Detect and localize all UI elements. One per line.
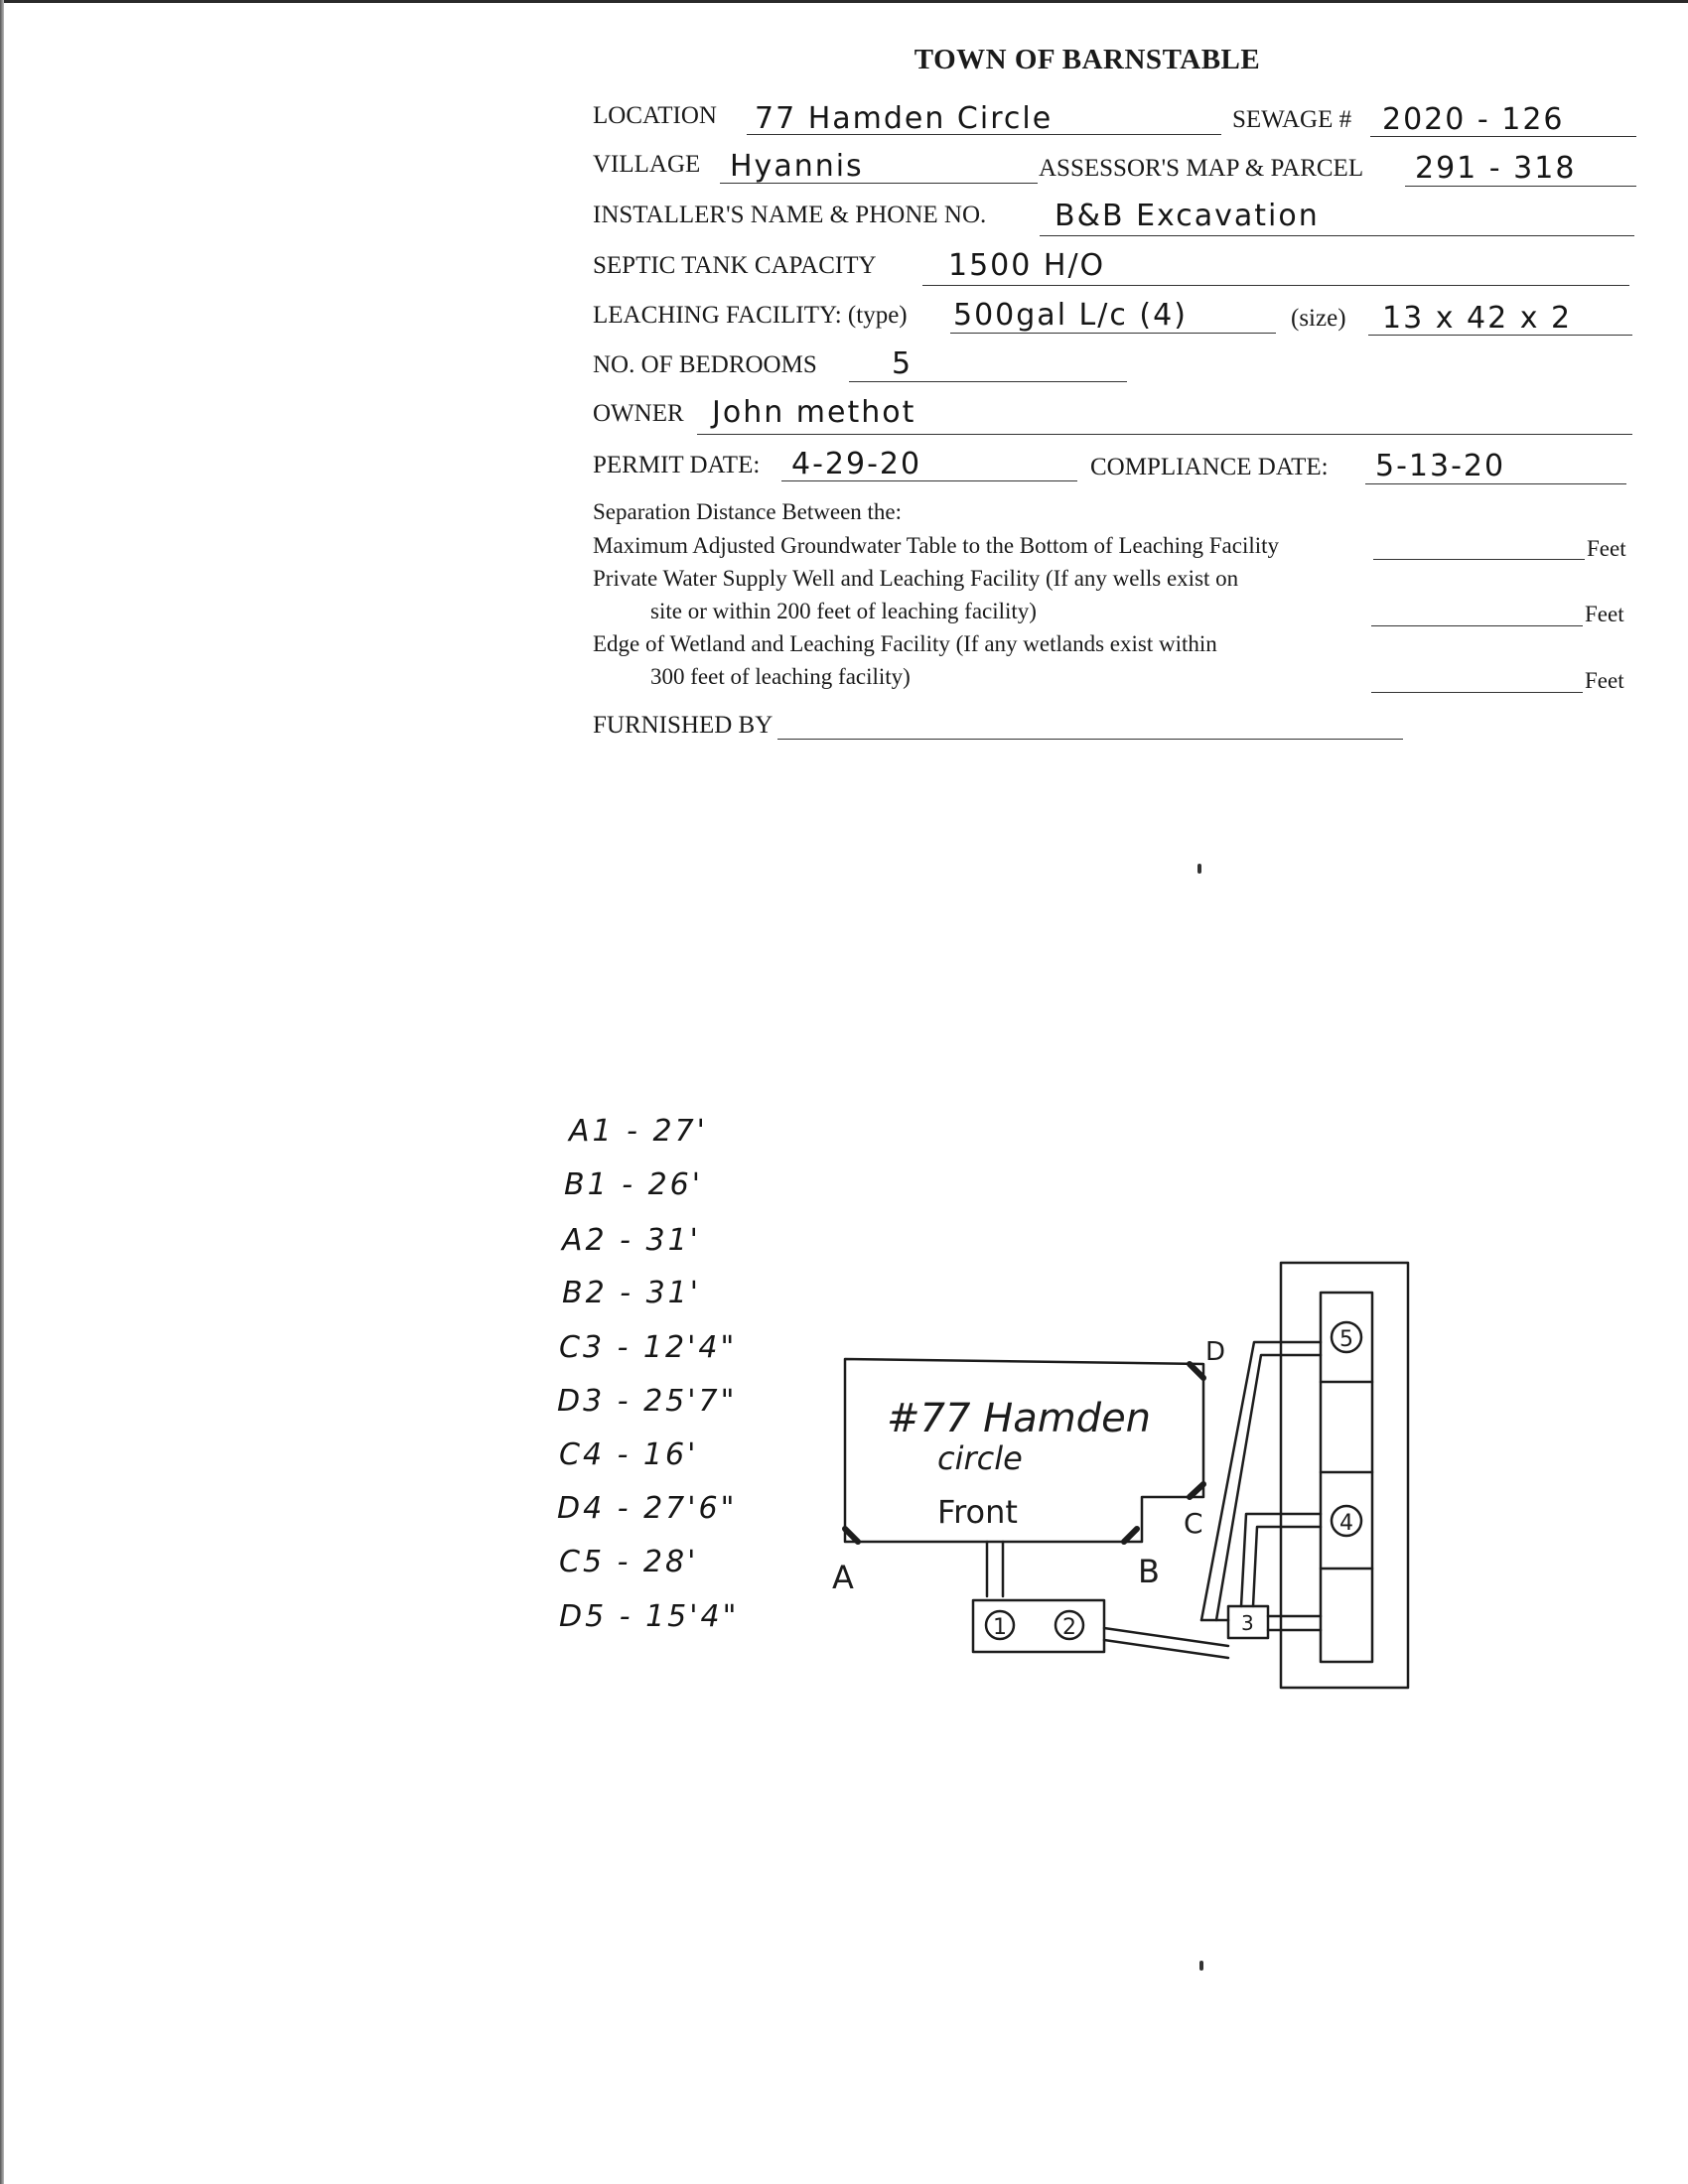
owner-value[interactable]: John methot: [712, 395, 916, 430]
corner-d-label: D: [1205, 1337, 1226, 1367]
bedrooms-value[interactable]: 5: [892, 346, 914, 381]
note-line: D5 - 15'4": [559, 1599, 740, 1634]
tank-value[interactable]: 1500 H/O: [948, 248, 1106, 283]
note-line: D3 - 25'7": [557, 1384, 738, 1419]
sewage-label: SEWAGE #: [1232, 106, 1352, 133]
furnished-label: FURNISHED BY: [593, 712, 774, 739]
chamber-4-label: 4: [1339, 1511, 1353, 1536]
front-label: Front: [937, 1493, 1018, 1531]
form-title: TOWN OF BARNSTABLE: [914, 44, 1261, 75]
chamber-5-label: 5: [1339, 1327, 1353, 1352]
separation-wetland-line2: 300 feet of leaching facility): [650, 664, 911, 689]
note-line: B1 - 26': [564, 1167, 703, 1202]
location-value[interactable]: 77 Hamden Circle: [755, 101, 1054, 136]
bedrooms-label: NO. OF BEDROOMS: [593, 351, 817, 378]
note-line: A1 - 27': [569, 1114, 708, 1149]
compliance-label: COMPLIANCE DATE:: [1090, 454, 1329, 480]
village-label: VILLAGE: [593, 151, 701, 178]
leaching-type-value[interactable]: 500gal L/c (4): [953, 298, 1188, 333]
dbox-label: 3: [1241, 1611, 1254, 1635]
groundwater-feet-unit: Feet: [1587, 536, 1626, 561]
tank-compartment-1: 1: [993, 1615, 1007, 1640]
separation-groundwater: Maximum Adjusted Groundwater Table to the Bottom of Leaching Facility: [593, 533, 1280, 558]
note-line: D4 - 27'6": [557, 1491, 738, 1526]
separation-heading: Separation Distance Between the:: [593, 499, 903, 524]
installer-value[interactable]: B&B Excavation: [1055, 199, 1320, 233]
house-label-line2: circle: [937, 1439, 1023, 1477]
assessor-value[interactable]: 291 - 318: [1415, 151, 1577, 186]
separation-well-line1: Private Water Supply Well and Leaching Facility (If any wells exist on: [593, 566, 1239, 591]
house-label-line1: #77 Hamden: [887, 1396, 1152, 1441]
installer-label: INSTALLER'S NAME & PHONE NO.: [593, 202, 987, 228]
village-value[interactable]: Hyannis: [730, 149, 864, 184]
size-value[interactable]: 13 x 42 x 2: [1382, 301, 1573, 336]
corner-b-label: B: [1138, 1553, 1160, 1590]
note-line: C3 - 12'4": [559, 1330, 738, 1365]
tank-compartment-2: 2: [1062, 1615, 1076, 1640]
sewage-value[interactable]: 2020 - 126: [1382, 102, 1565, 137]
permit-value[interactable]: 4-29-20: [791, 447, 922, 481]
compliance-value[interactable]: 5-13-20: [1375, 449, 1506, 483]
owner-label: OWNER: [593, 400, 684, 427]
note-line: A2 - 31': [562, 1223, 701, 1258]
note-line: C5 - 28': [559, 1545, 699, 1579]
separation-well-line2: site or within 200 feet of leaching facility): [650, 599, 1037, 623]
note-line: C4 - 16': [559, 1437, 699, 1472]
corner-c-label: C: [1184, 1507, 1203, 1540]
permit-label: PERMIT DATE:: [593, 452, 761, 478]
size-label: (size): [1291, 305, 1346, 332]
house-outline: [845, 1359, 1203, 1542]
well-feet-unit: Feet: [1585, 602, 1624, 626]
note-line: B2 - 31': [562, 1276, 701, 1310]
leaching-label: LEACHING FACILITY: (type): [593, 302, 908, 329]
assessor-label: ASSESSOR'S MAP & PARCEL: [1039, 155, 1364, 182]
tank-label: SEPTIC TANK CAPACITY: [593, 252, 877, 279]
corner-a-label: A: [832, 1559, 854, 1596]
location-label: LOCATION: [593, 102, 717, 129]
wetland-feet-unit: Feet: [1585, 668, 1624, 693]
separation-wetland-line1: Edge of Wetland and Leaching Facility (If any wetlands exist within: [593, 631, 1217, 656]
